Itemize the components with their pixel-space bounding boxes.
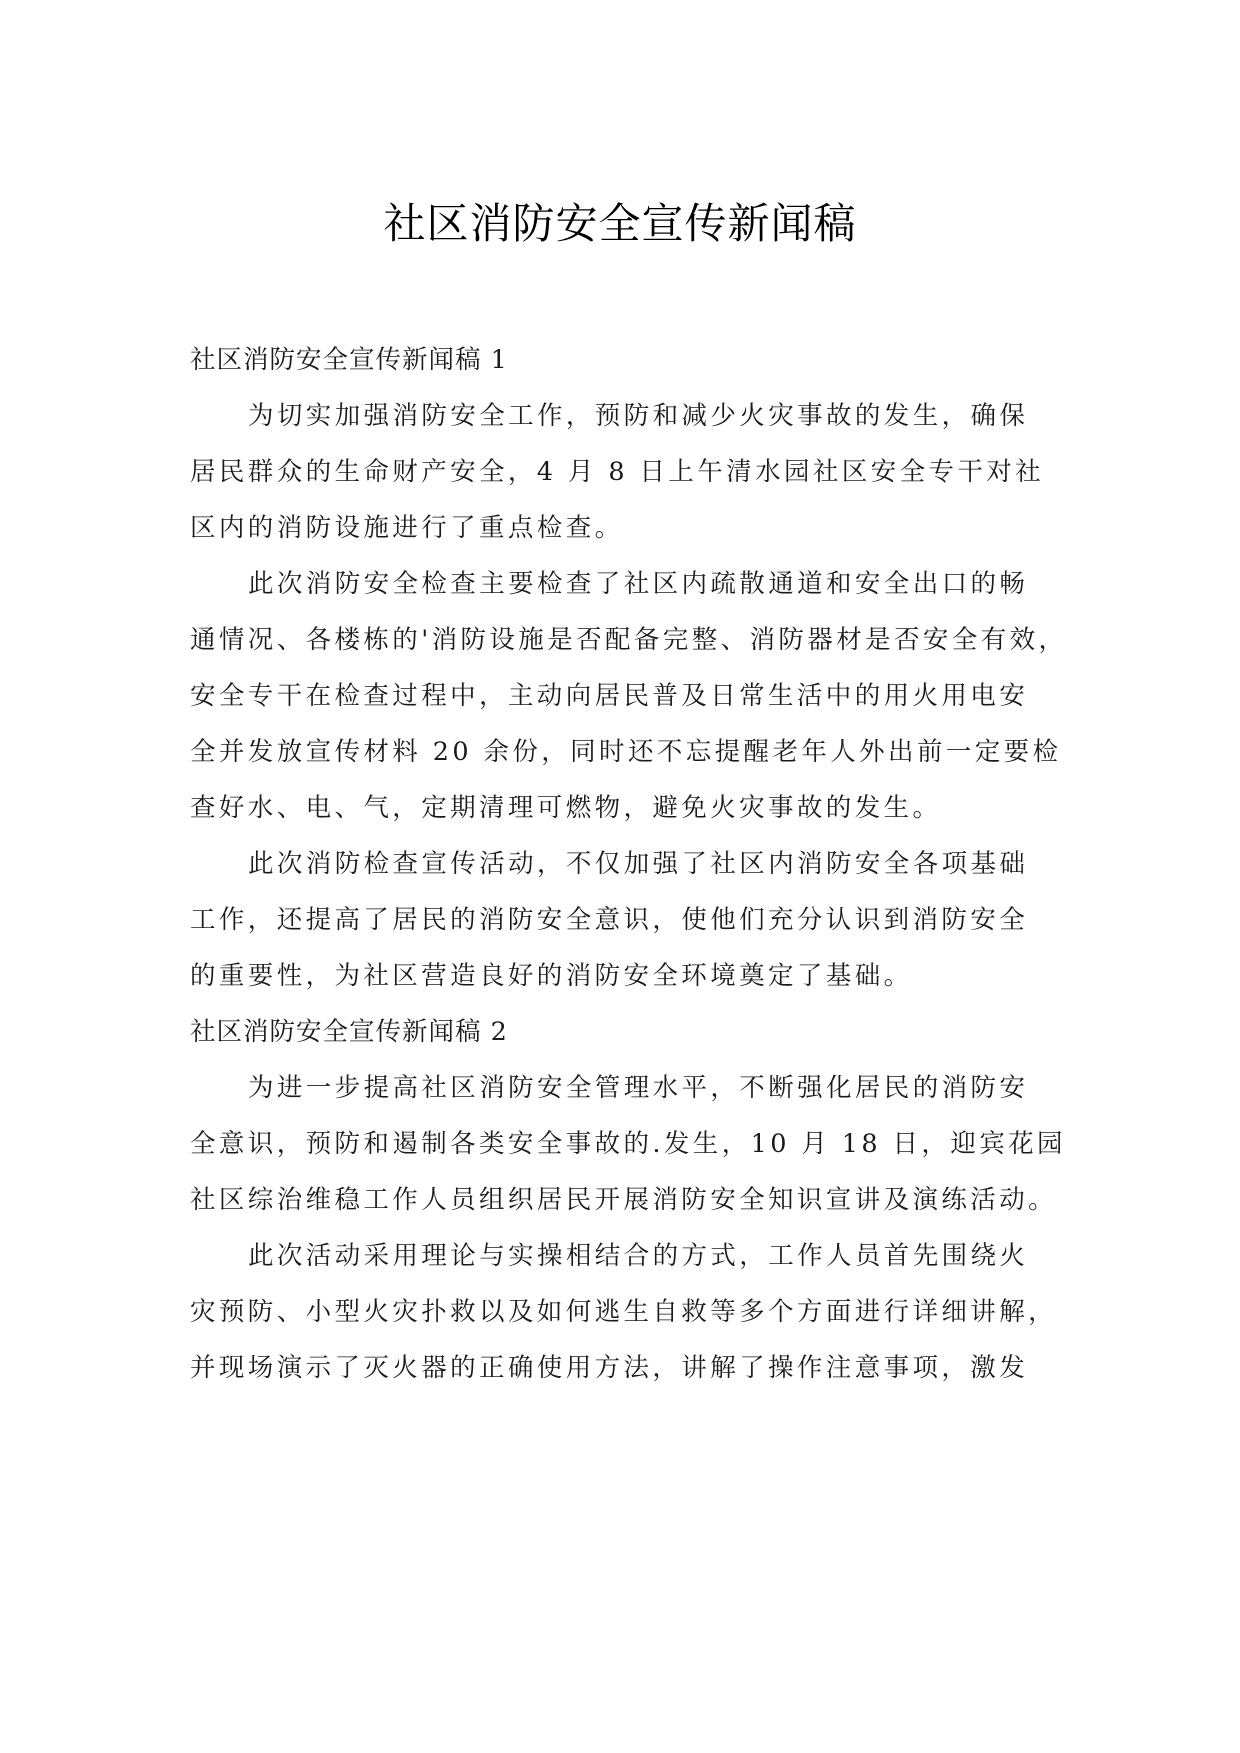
- paragraph-line: 此次消防检查宣传活动，不仅加强了社区内消防安全各项基础: [248, 849, 1029, 879]
- paragraph-line: 全意识，预防和遏制各类安全事故的.发生，10 月 18 日，迎宾花园: [190, 1129, 1066, 1159]
- paragraph-line: 为切实加强消防安全工作，预防和减少火灾事故的发生，确保: [248, 401, 1029, 431]
- section-heading-1: 社区消防安全宣传新闻稿 1: [190, 345, 508, 375]
- paragraph-line: 通情况、各楼栋的'消防设施是否配备完整、消防器材是否安全有效，: [190, 625, 1068, 655]
- paragraph-line: 工作，还提高了居民的消防安全意识，使他们充分认识到消防安全: [190, 905, 1029, 935]
- paragraph-line: 查好水、电、气，定期清理可燃物，避免火灾事故的发生。: [190, 793, 942, 823]
- section-heading-2: 社区消防安全宣传新闻稿 2: [190, 1017, 508, 1047]
- paragraph-line: 此次消防安全检查主要检查了社区内疏散通道和安全出口的畅: [248, 569, 1029, 599]
- paragraph-line: 社区综治维稳工作人员组织居民开展消防安全知识宣讲及演练活动。: [190, 1185, 1058, 1215]
- paragraph-line: 并现场演示了灭火器的正确使用方法，讲解了操作注意事项，激发: [190, 1353, 1029, 1383]
- document-title: 社区消防安全宣传新闻稿: [383, 199, 857, 248]
- paragraph-line: 区内的消防设施进行了重点检查。: [190, 513, 624, 543]
- paragraph-line: 灾预防、小型火灾扑救以及如何逃生自救等多个方面进行详细讲解，: [190, 1297, 1058, 1327]
- paragraph-line: 此次活动采用理论与实操相结合的方式，工作人员首先围绕火: [248, 1241, 1029, 1271]
- paragraph-line: 居民群众的生命财产安全，4 月 8 日上午清水园社区安全专干对社: [190, 457, 1045, 487]
- paragraph-line: 安全专干在检查过程中，主动向居民普及日常生活中的用火用电安: [190, 681, 1029, 711]
- paragraph-line: 为进一步提高社区消防安全管理水平，不断强化居民的消防安: [248, 1073, 1029, 1103]
- paragraph-line: 全并发放宣传材料 20 余份，同时还不忘提醒老年人外出前一定要检: [190, 737, 1062, 767]
- paragraph-line: 的重要性，为社区营造良好的消防安全环境奠定了基础。: [190, 961, 913, 991]
